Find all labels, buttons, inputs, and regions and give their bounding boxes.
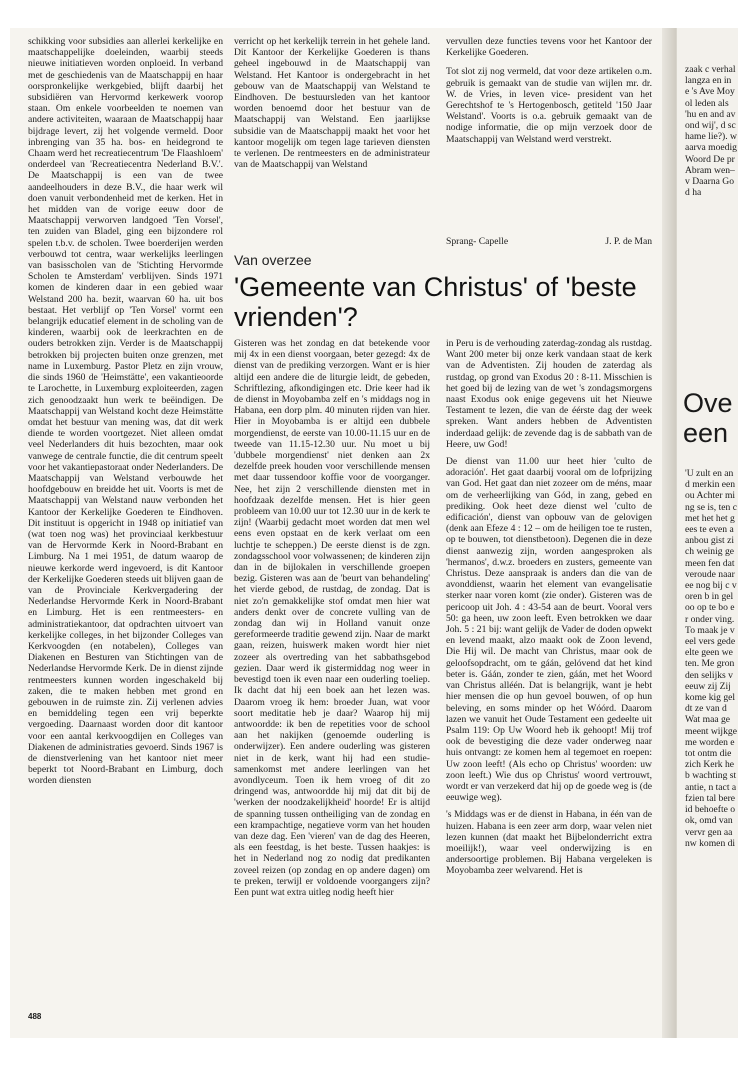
column-4-text: Gisteren was het zondag en dat betekende voor mij 4x in een dienst voorgaan, beter gezegd: 4x de dienst van de prediking verzorgen. Want er is hier altijd een andere die de liturgie leidt, de gebeden, Schriftlezing, afkondigingen etc. Drie keer had ik de dienst in Moyobamba zelf en 's middags nog in Habana, een dorp plm. 40 minuten rijden van hier. Hier in Moyobamba is er altijd een dubbele morgendienst, de eerste van 10.00-11.15 uur en de tweede van 11.15-12.30 uur. Nu moet u bij 'dubbele morgendienst' niet denken aan 2x dezelfde preek houden voor verschillende mensen met daar tussendoor koffie voor de voorganger. Nee, het zijn 2 verschillende diensten met in hoofdzaak dezelfde mensen. Het is hier geen probleem van 10.00 uur tot 12.30 uur in de kerk te zijn! (Waarbij gedacht moet worden dat men wel eens even opstaat en de kerk verlaat om een luchtje te scheppen.) De eerste dienst is de zgn. zondagsschool voor volwassenen; de kinderen zijn dan in de bijlokalen in verschillende groepen bezig. Gisteren was aan de 'beurt van behandeling' het vierde gebod, de rustdag, de zondag. Dat is niet zo'n gemakkelijke stof omdat men hier wat anders denkt over de concrete vulling van de zondag dan wij in Holland vanuit onze gereformeerde traditie gewend zijn. Naar de markt gaan, reizen, huiswerk maken wordt hier niet zozeer als overtreding van het sabbathsgebod gezien. Daar werd ik gistermiddag nog weer in bevestigd toen ik even naar een ouderling toeliep. Ik dacht dat hij een boek aan het lezen was. Daarom vroeg ik hem: broeder Juan, wat voor soort meditatie heb je daar? Waarop hij mij antwoordde: ik ben de repetities voor de school aan het nakijken (genoemde ouderling is onderwijzer). Een andere ouderling was gisteren niet in de kerk, want hij had een studie-samenkomst met andere leerlingen van het avondlyceum. Toen ik hem vroeg of dit zo dringend was, antwoordde hij mij dat dit bij de 'werken der noodzakelijkheid' hoorde! Er is altijd de spanning tussen ontheiliging van de zondag en een krampachtige, negatieve vorm van het houden van deze dag. Een 'vieren' van de dag des Heeren, als een feestdag, is het beste. Tussen haakjes: is het in Nederland nog zo nodig dat predikanten zoveel reizen (op zondag en op andere dagen) om te preken, terwijl er voldoende voorgangers zijn? Een punt wat extra uitleg nodig heeft hier (234, 338, 430, 898)
next-page-body-text: 'U zult en and merkin een ou Achter ming se is, ten c met het het gees te even aanbou gist zich weinig gemeen fen dat veroude naar ee nog bij c voren b in geloo op te bo er onder ving. To maak je veel vers gedeelte geen we ten. Me gronden selijks v eeuw zij Zij kome kig geldt ze van d Wat maa gemeent wijkgeme worden e tot ontm die zich Kerk heb wachting stantie, n tact afzien tal bereid behoefte ook, omd van vervr gen aanw komen di (685, 468, 737, 849)
article-column-5 (446, 338, 652, 1010)
signature (446, 236, 652, 247)
next-page-title: Ove een (683, 388, 733, 448)
article-column-1 (28, 36, 223, 1006)
signature-place: Sprang- Capelle (446, 236, 509, 247)
column-5-paragraph-2: De dienst van 11.00 uur heet hier 'culto de adoración'. Het gaat daarbij vooral om de lofprijzing van God. Het gaat dan niet zozeer om de méns, maar om de verheerlijking van Gód, in zang, gebed en prediking. Ook heet deze dienst wel 'culto de edificación', dienst van opbouw van de gelovigen (denk aan Efeze 4 : 12 – om de heiligen toe te rusten, op te bouwen, tot dienstbetoon). Degenen die in deze dienst aanwezig zijn, worden aangesproken als 'hermanos', d.w.z. broeders en zusters, gemeente van Christus. Deze aanspraak is anders dan die van de avonddienst, waarin het element van evangelisatie sterker naar voren komt (zie onder). Gisteren was de pericoop uit Joh. 4 : 43-54 aan de beurt. Vooral vers 50: ga heen, uw zoon leeft. Even betrokken we daar Joh. 5 : 21 bij: want gelijk de Vader de doden opwekt en levend maakt, alzo maakt ook de Zoon levend, Die Hij wil. De macht van Christus, maar ook de geloofsopdracht, om te gáán, gelóvend dat het kind beter is. Gáán, zonder te zien, gáán, met het Woord van Christus alléén. Dat is belangrijk, want je hebt hier mensen die op hun gevoel bouwen, of op hun beleving, en soms minder op het Wóórd. Daarom lazen we vanuit het Oude Testament een gedeelte uit Psalm 119: Op Uw Woord heb ik gehoopt! Mij trof ook de bevestiging die deze vader onderweg naar huis ontvangt: ze komen hem al tegemoet en roepen: Uw zoon leeft! (Als echo op Christus' woorden: uw zoon leeft.) Wie dus op Christus' woord vertrouwt, wordt er van verzekerd dat hij op de goede weg is (de eeuwige weg). (446, 456, 652, 804)
column-5-paragraph-3: 's Middags was er de dienst in Habana, in één van de huizen. Habana is een zeer arm dorp, waar velen niet lezen kunnen (dat maakt het Bijbelonderricht extra moeilijk!), waar veel onderwijzing is en andersoortige problemen. Bij Habana vergeleken is Moyobamba zeer welvarend. Het is (446, 809, 652, 877)
next-page-top-text: zaak c verhal langza en in e 's Ave Moyol leden als 'hu en and avond wij', d schame lie?). waarva moedig Woord De pr Abram wen–v Daarna God ha (685, 64, 737, 199)
article-column-2 (234, 36, 430, 236)
article-column-3 (446, 36, 652, 236)
column-2-text: verricht op het kerkelijk terrein in het gehele land. Dit Kantoor der Kerkelijke Goederen is thans geheel ingebouwd in de Maatschappij van Welstand. Het Kantoor is ondergebracht in het gebouw van de Maatschappij van Welstand te Eindhoven. De bestuursleden van het kantoor worden benoemd door het bestuur van de Maatschappij van Welstand. Een jaarlijkse subsidie van de Maatschappij maakt het voor het kantoor mogelijk om tegen lage tarieven diensten te verlenen. De rentmeesters en de administrateur van de Maatschappij van Welstand (234, 36, 430, 171)
headline: 'Gemeente van Christus' of 'beste vrienden'? (234, 272, 637, 332)
signature-author: J. P. de Man (605, 236, 652, 247)
column-5-paragraph-1: in Peru is de verhouding zaterdag-zondag als rustdag. Want 200 meter bij onze kerk vandaan staat de kerk van de Adventisten. Zij houden de zaterdag als rustdag, op grond van Exodus 20 : 8-11. Misschien is het goed bij de lezing van de wet 's zondagsmorgens naast Exodus ook enige gegevens uit het Nieuwe Testament te lezen, die van de éérste dag der week spreken. Want anders hebben de Adventisten inderdaad gelijk: de zevende dag is de sabbath van de Heere, uw God! (446, 338, 652, 450)
page-gutter (662, 28, 676, 1038)
column-3-paragraph-1: vervullen deze functies tevens voor het Kantoor der Kerkelijke Goederen. (446, 36, 652, 59)
column-3-paragraph-2: Tot slot zij nog vermeld, dat voor deze artikelen o.m. gebruik is gemaakt van de studie van wijlen mr. dr. W. de Vries, in leven vice- president van het Gerechtshof te 's Hertogenbosch, getiteld '150 Jaar Welstand'. Voorts is o.a. gebruik gemaakt van de nodige informatie, die op mijn verzoek door de Maatschappij van Welstand werd verstrekt. (446, 66, 652, 145)
next-page-edge (676, 28, 738, 1038)
section-label: Van overzee (234, 252, 312, 268)
page-number: 488 (28, 1012, 42, 1021)
column-1-text: schikking voor subsidies aan allerlei kerkelijke en maatschappelijke doeleinden, waarbij steeds nieuwe initiatieven worden onploeid. In verband met de geschiedenis van de Maatschappij en haar oorspronkelijke werkgebied, blijft daarbij het subsidiëren van Hervormd kerkewerk voorop staan. Om enkele voorbeelden te noemen van andere activiteiten, waaraan de Maatschappij haar bijdrage levert, zij het volgende vermeld. Door inbrenging van 35 ha. bos- en heidegrond te Chaam werd het recreatiecentrum 'De Flaashloem' onderdeel van 'Recreatiecentra Nederland B.V.'. De Maatschappij is een van de twee aandeelhouders in deze B.V., die haar werk wil doen vanuit verbondenheid met de kerken. Het in het midden van de vorige eeuw door de Maatschappij verworven landgoed 'Ten Vorsel', ten zuiden van Bladel, ging een bijzondere rol spelen t.b.v. de scholen. Twee boerderijen werden verbouwd tot centra, waar werkelijks leerlingen van basisscholen van de 'Stichting Hervormde Scholen te Amsterdam' verblijven. Sinds 1971 komen de kinderen daar in een gebied waar Welstand 200 ha. bezit, waarvan 60 ha. uit bos bestaat. Het verblijf op 'Ten Vorsel' vormt een belangrijk educatief element in de scholing van de kinderen, waarbij ook de leerkrachten en de ouders betrokken zijn. Verder is de Maatschappij betrokken bij projecten buiten onze grenzen, met name in Luxemburg. Pastor Pletz en zijn vrouw, die sinds 1960 de 'Heimstätte', een vakantieoorde te Larochette, in Luxemburg exploiteerden, zagen zich genoodzaakt hun werk te beëindigen. De Maatschappij van Welstand kocht deze Heimstätte omdat het bestuur van mening was, dat dit werk diende te worden voortgezet. Niet alleen omdat veel Nederlanders dit huis bezochten, maar ook vanwege de centrale functie, die dit centrum speelt voor het vakantiepastoraat onder Nederlanders. De Maatschappij van Welstand verbouwde het hoofdgebouw en breidde het uit. Voorts is met de Maatschappij van Welstand nauw verbonden het Kantoor der Kerkelijke Goederen te Eindhoven. Dit instituut is opgericht in 1948 op initiatief van (wat toen nog was) het provinciaal kerkbestuur van de Hervormde Kerk in Noord-Brabant en Limburg. Na 1 mei 1951, de datum waarop de nieuwe kerkorde werd ingevoerd, is dit Kantoor der Kerkelijke Goederen steeds uit blijven gaan de van de Provinciale Kerkvergadering der Nederlandse Hervormde Kerk in Noord-Brabant en Limburg. Het is een rentmeesters- en administratiekantoor, dat opdrachten uitvoert van kerkelijke colleges, in het bijzonder Colleges van Kerkvoogden (en notabelen), Colleges van Diakenen en Besturen van Stichtingen van de Nederlandse Hervormde Kerk. De in dienst zijnde rentmeesters kunnen worden ingeschakeld bij zaken, die te maken hebben met grond en gebouwen in de ruimste zin. Zij verlenen advies en bemiddeling tegen een vrij beperkte vergoeding. Daarnaast worden door dit kantoor voor een aantal kerkvoogdijen en Colleges van Diakenen de administraties gevoerd. Sinds 1967 is de dienstverlening van het kantoor niet meer beperkt tot Noord-Brabant en Limburg, doch worden diensten (28, 36, 223, 787)
article-column-4 (234, 338, 430, 1010)
